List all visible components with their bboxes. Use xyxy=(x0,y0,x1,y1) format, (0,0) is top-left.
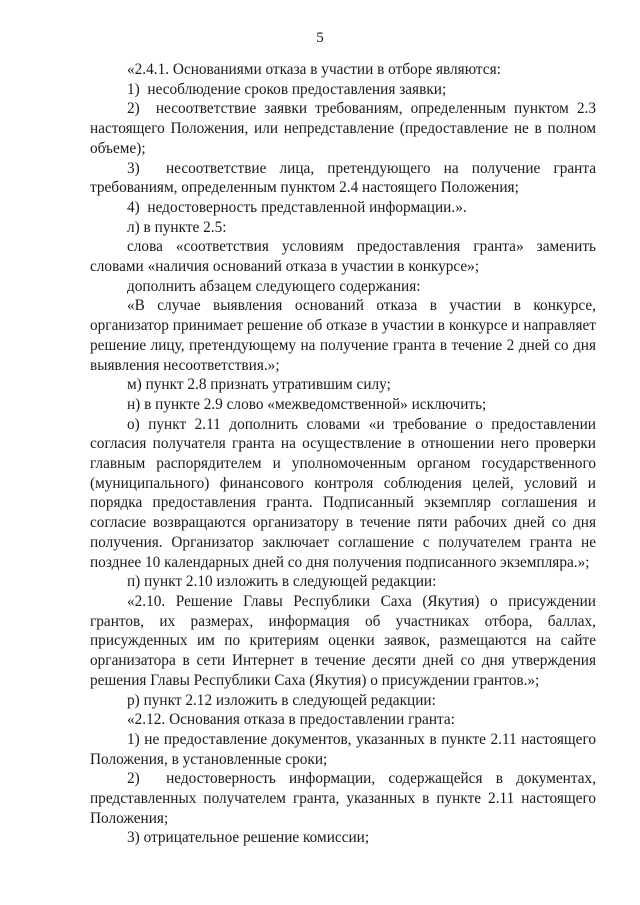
paragraph-list-item: 1) несоблюдение сроков предоставления заявки; xyxy=(127,80,447,98)
paragraph-list-item: 2) недостоверность информации, содержащейся в документах, представленных получателем гранта, указанных в пункте 2.11 настоящего Положения; xyxy=(90,770,596,827)
paragraph: слова «соответствия условиям предоставления гранта» заменить словами «наличия оснований отказа в участии в конкурсе»; xyxy=(90,238,596,276)
paragraph-amendment-l: л) в пункте 2.5: xyxy=(127,218,227,236)
paragraph-amendment-o: о) пункт 2.11 дополнить словами «и требование о предоставлении согласия получателя гранта на осуществление в отношении него проверки главным распорядителем и уполномоченным органом государственного (муниципального) финансового контроля соблюдения целей, условий и порядка предоставления гранта. Подписанный экземпляр соглашения и согласие возвращаются организатору в течение пяти рабочих дней со дня получения. Организатор заключает соглашение с получателем гранта не позднее 10 календарных дней со дня получения подписанного экземпляра.»; xyxy=(90,415,596,571)
paragraph-amendment-n: н) в пункте 2.9 слово «межведомственной» исключить; xyxy=(127,395,487,413)
paragraph-amendment-p: п) пункт 2.10 изложить в следующей редакции: xyxy=(127,573,437,591)
paragraph-amendment-m: м) пункт 2.8 признать утратившим силу; xyxy=(127,376,391,394)
document-body xyxy=(90,60,596,848)
paragraph: дополнить абзацем следующего содержания: xyxy=(127,277,421,295)
paragraph-list-item: 1) не предоставление документов, указанных в пункте 2.11 настоящего Положения, в установленные сроки; xyxy=(90,730,596,768)
paragraph-list-item: 4) недостоверность представленной информации.». xyxy=(127,198,467,216)
paragraph: «В случае выявления оснований отказа в участии в конкурсе, организатор принимает решение об отказе в участии в конкурсе и направляет решение лицу, претендующему на получение гранта в течение 2 дней со дня выявления несоответствия.»; xyxy=(90,297,596,374)
paragraph-list-item: 3) отрицательное решение комиссии; xyxy=(127,829,370,847)
page-number: 5 xyxy=(316,30,324,46)
paragraph-list-item: 3) несоответствие лица, претендующего на получение гранта требованиям, определенным пунктом 2.4 настоящего Положения; xyxy=(90,159,596,197)
paragraph-2-12-heading: «2.12. Основания отказа в предоставлении гранта: xyxy=(127,711,455,729)
paragraph: «2.10. Решение Главы Республики Саха (Якутия) о присуждении грантов, их размерах, информация об участниках отбора, баллах, присужденных им по критериям оценки заявок, размещаются на сайте организатора в сети Интернет в течение десяти дней со дня утверждения решения Главы Республики Саха (Якутия) о присуждении грантов.»; xyxy=(90,592,596,689)
paragraph-2-4-1-heading: «2.4.1. Основаниями отказа в участии в отборе являются: xyxy=(127,61,501,78)
paragraph-amendment-r: р) пункт 2.12 изложить в следующей редакции: xyxy=(127,691,436,709)
paragraph-list-item: 2) несоответствие заявки требованиям, определенным пунктом 2.3 настоящего Положения, или непредставление (предоставление не в полном объеме); xyxy=(90,100,596,157)
